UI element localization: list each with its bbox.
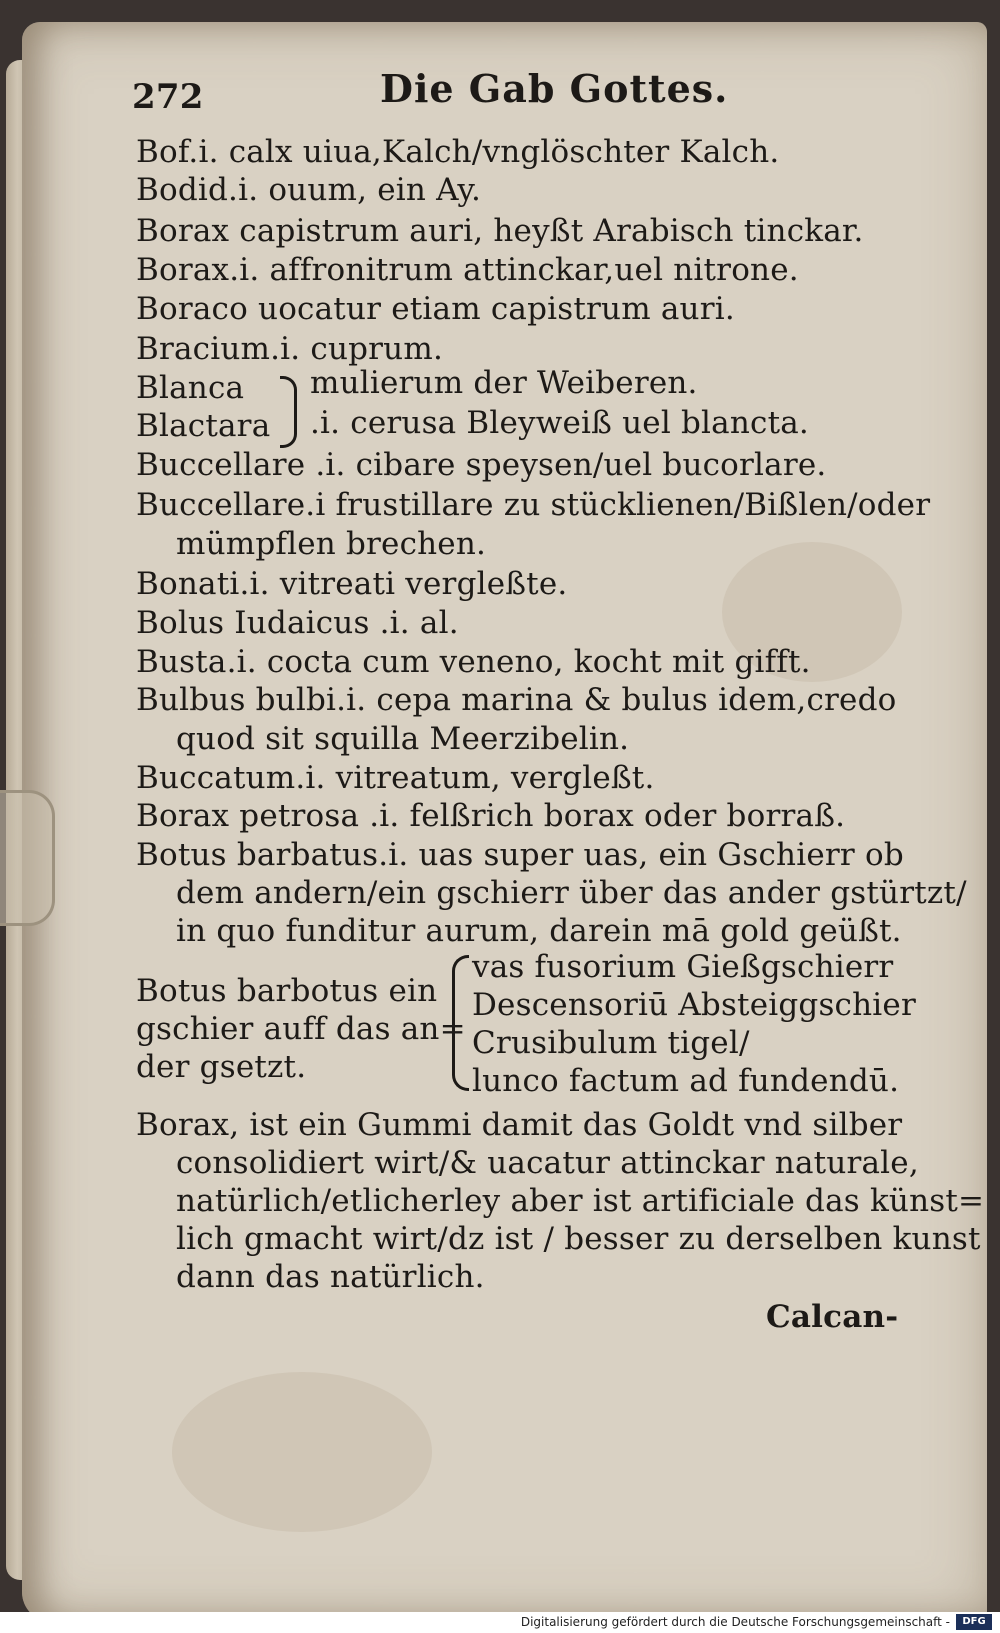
botus-left-line: der gsetzt. bbox=[136, 1049, 307, 1085]
botus-right-line: Descensoriū Absteiggschier bbox=[472, 987, 916, 1023]
dfg-logo: DFG bbox=[956, 1614, 992, 1630]
botus-left-line: gschier auff das an= bbox=[136, 1011, 466, 1047]
entry-line: Buccatum.i. vitreatum, vergleßt. bbox=[136, 760, 655, 796]
entry-line: Bonati.i. vitreati vergleßte. bbox=[136, 566, 568, 602]
entry-line: dann das natürlich. bbox=[176, 1259, 485, 1295]
entry-line: Borax, ist ein Gummi damit das Goldt vnd silber bbox=[136, 1107, 903, 1143]
entry-line: Borax capistrum auri, heyßt Arabisch tinckar. bbox=[136, 213, 864, 249]
entry-line: dem andern/ein gschierr über das ander gstürtzt/ bbox=[176, 875, 967, 911]
bracket-gloss: .i. cerusa Bleyweiß uel blancta. bbox=[310, 405, 809, 441]
page-number: 272 bbox=[132, 77, 204, 117]
entry-line: Bulbus bulbi.i. cepa marina & bulus idem,credo bbox=[136, 682, 897, 718]
entry-line: Bolus Iudaicus .i. al. bbox=[136, 605, 459, 641]
entry-line: natürlich/etlicherley aber ist artificiale das künst= bbox=[176, 1183, 985, 1219]
entry-line: Buccellare.i frustillare zu stücklienen/Bißlen/oder bbox=[136, 487, 931, 523]
entry-line: Buccellare .i. cibare speysen/uel bucorlare. bbox=[136, 447, 827, 483]
entry-line: lich gmacht wirt/dz ist / besser zu derselben kunst bbox=[176, 1221, 981, 1257]
entry-line: consolidiert wirt/& uacatur attinckar naturale, bbox=[176, 1145, 919, 1181]
botus-right-line: Crusibulum tigel/ bbox=[472, 1025, 750, 1061]
botus-right-line: lunco factum ad fundendū. bbox=[472, 1063, 900, 1099]
paper-stain bbox=[172, 1372, 432, 1532]
entry-line: Bodid.i. ouum, ein Ay. bbox=[136, 172, 482, 208]
bracket-gloss: mulierum der Weiberen. bbox=[310, 365, 698, 401]
botus-left-line: Botus barbotus ein bbox=[136, 973, 438, 1009]
bracket-word: Blanca bbox=[136, 370, 245, 406]
entry-line: quod sit squilla Meerzibelin. bbox=[176, 721, 630, 757]
botus-brace bbox=[452, 955, 469, 1091]
entry-line: mümpflen brechen. bbox=[176, 526, 487, 562]
running-title: Die Gab Gottes. bbox=[380, 66, 729, 111]
entry-line: Bof.i. calx uiua,Kalch/vnglöschter Kalch. bbox=[136, 134, 780, 170]
binding-clasp bbox=[0, 790, 55, 926]
entry-line: Borax petrosa .i. felßrich borax oder borraß. bbox=[136, 798, 846, 834]
catchword: Calcan- bbox=[766, 1299, 899, 1335]
entry-line: Busta.i. cocta cum veneno, kocht mit gifft. bbox=[136, 644, 811, 680]
entry-line: Borax.i. affronitrum attinckar,uel nitrone. bbox=[136, 252, 799, 288]
bracket-brace bbox=[280, 376, 297, 448]
botus-right-line: vas fusorium Gießgschierr bbox=[472, 949, 894, 985]
entry-line: Bracium.i. cuprum. bbox=[136, 331, 444, 367]
bracket-word: Blactara bbox=[136, 408, 271, 444]
digitization-footer bbox=[0, 1612, 1000, 1633]
entry-line: Boraco uocatur etiam capistrum auri. bbox=[136, 291, 735, 327]
entry-line: in quo funditur aurum, darein mā gold geüßt. bbox=[176, 913, 902, 949]
entry-line: Botus barbatus.i. uas super uas, ein Gschierr ob bbox=[136, 837, 904, 873]
footer-credit: Digitalisierung gefördert durch die Deutsche Forschungsgemeinschaft - bbox=[520, 1615, 950, 1629]
